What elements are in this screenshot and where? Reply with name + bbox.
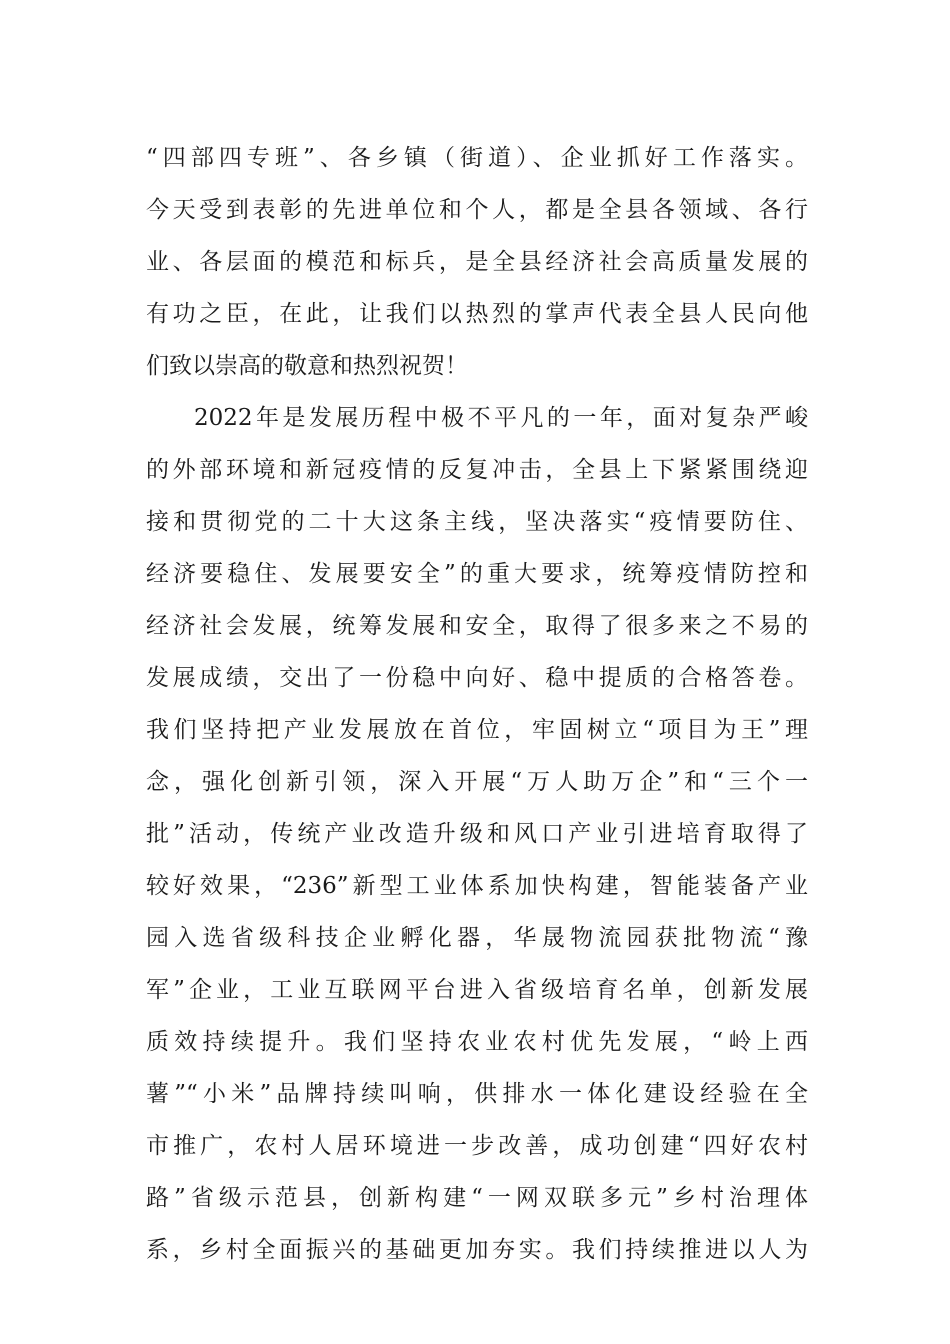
text-line: 今天受到表彰的先进单位和个人，都是全县各领域、各行	[146, 197, 808, 223]
text-line: 市推广，农村人居环境进一步改善，成功创建“四好农村	[146, 1133, 808, 1159]
text-line: 系，乡村全面振兴的基础更加夯实。我们持续推进以人为	[146, 1237, 808, 1263]
body-text	[146, 132, 808, 1276]
text-line: 念，强化创新引领，深入开展“万人助万企”和“三个一	[146, 769, 808, 795]
text-line: 较好效果，“236”新型工业体系加快构建，智能装备产业	[146, 873, 808, 899]
text-line: 路”省级示范县，创新构建“一网双联多元”乡村治理体	[146, 1185, 808, 1211]
text-line: 业、各层面的模范和标兵，是全县经济社会高质量发展的	[146, 249, 808, 275]
text-line: 发展成绩，交出了一份稳中向好、稳中提质的合格答卷。	[146, 665, 808, 691]
text-line: 军”企业，工业互联网平台进入省级培育名单，创新发展	[146, 977, 808, 1003]
text-line: 经济社会发展，统筹发展和安全，取得了很多来之不易的	[146, 613, 808, 639]
text-line: 接和贯彻党的二十大这条主线，坚决落实“疫情要防住、	[146, 509, 808, 535]
text-line: 我们坚持把产业发展放在首位，牢固树立“项目为王”理	[146, 717, 808, 743]
text-line: 经济要稳住、发展要安全”的重大要求，统筹疫情防控和	[146, 561, 808, 587]
text-line: 质效持续提升。我们坚持农业农村优先发展，“岭上西	[146, 1029, 808, 1055]
text-line: 们致以崇高的敬意和热烈祝贺！	[146, 353, 468, 379]
text-line: 有功之臣，在此，让我们以热烈的掌声代表全县人民向他	[146, 301, 808, 327]
text-line: 的外部环境和新冠疫情的反复冲击，全县上下紧紧围绕迎	[146, 457, 808, 483]
text-line: 薯”“小米”品牌持续叫响，供排水一体化建设经验在全	[146, 1081, 808, 1107]
paragraph-first-line: 2022年是发展历程中极不平凡的一年，面对复杂严峻	[194, 405, 808, 431]
text-line: 批”活动，传统产业改造升级和风口产业引进培育取得了	[146, 821, 808, 847]
text-line: 园入选省级科技企业孵化器，华晟物流园获批物流“豫	[146, 925, 808, 951]
text-line: “四部四专班”、各乡镇（街道）、企业抓好工作落实。	[146, 145, 808, 171]
